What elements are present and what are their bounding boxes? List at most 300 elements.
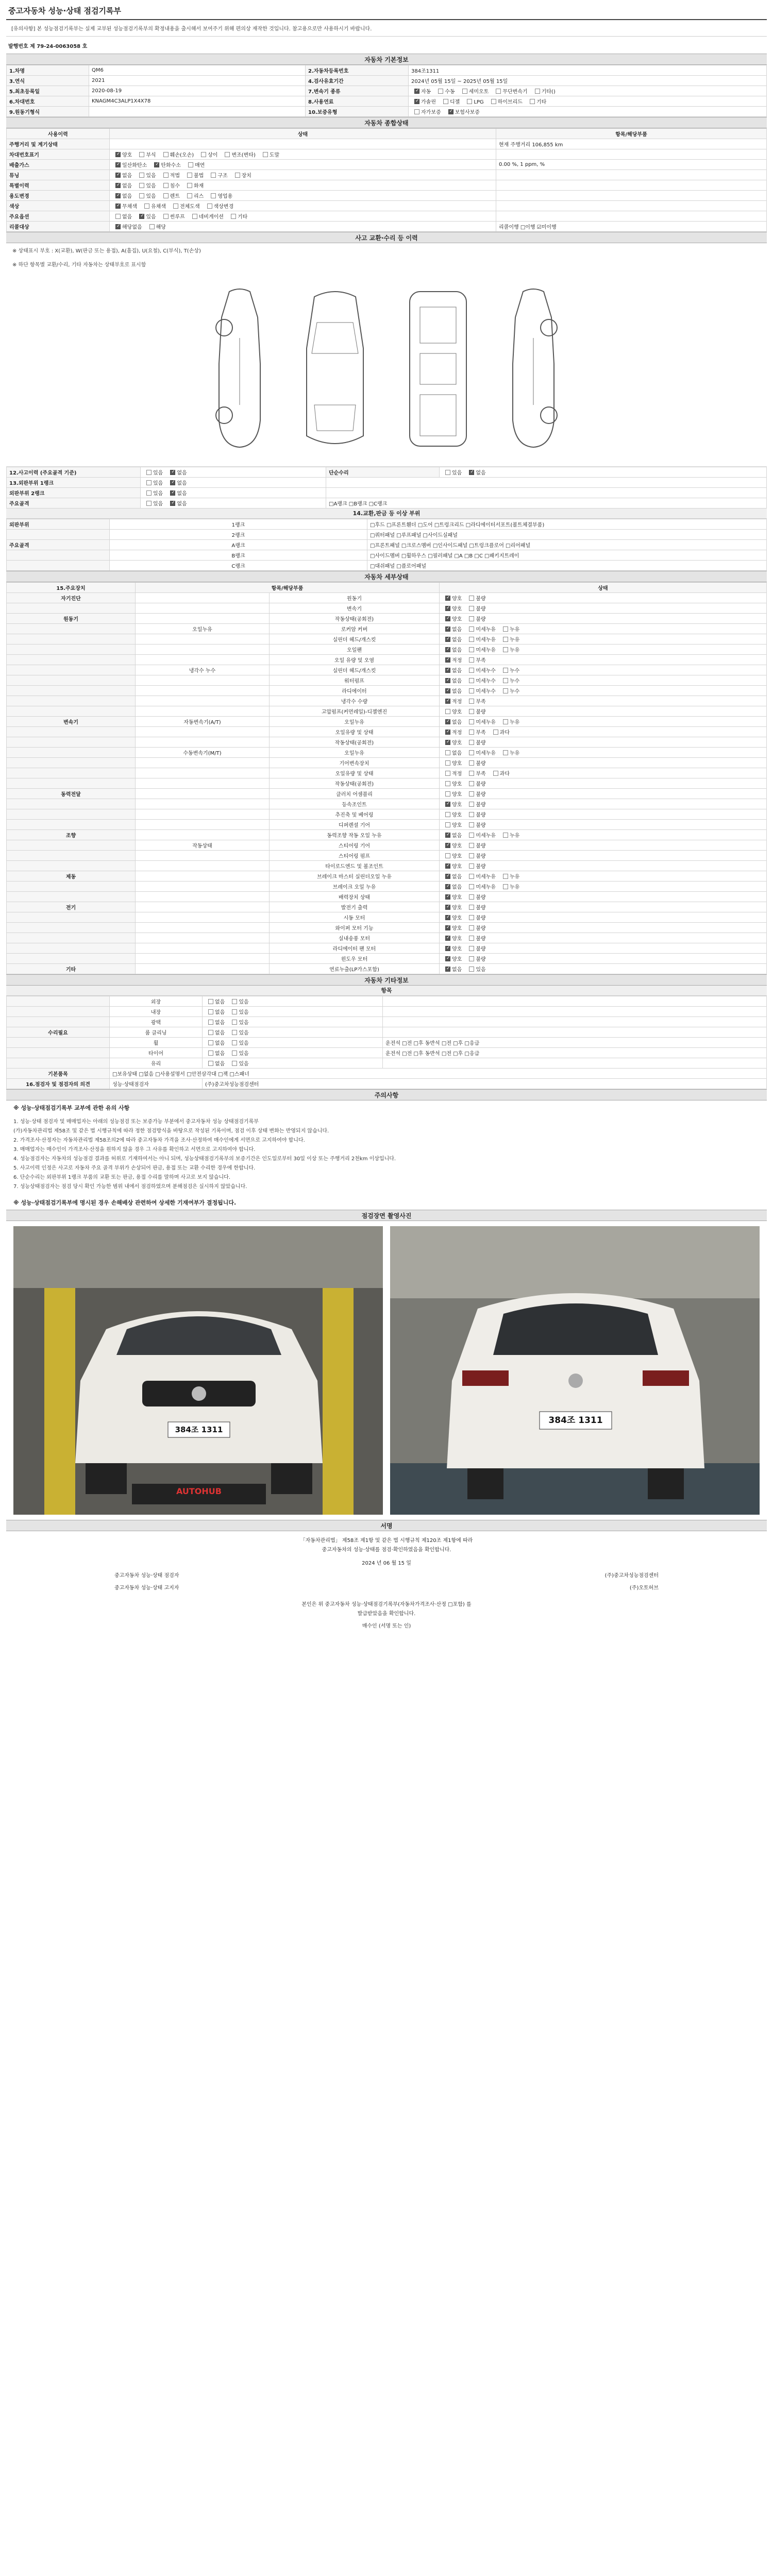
checkbox-icon[interactable] [232,999,237,1004]
checkbox-icon[interactable] [163,214,169,219]
option[interactable] [466,687,496,694]
checkbox-icon[interactable] [469,812,474,817]
checkbox-icon[interactable] [170,501,175,506]
option[interactable] [160,171,180,179]
option[interactable] [229,1049,248,1057]
option[interactable] [490,728,510,736]
checkbox-icon[interactable] [139,183,144,188]
checkbox-icon[interactable] [201,152,206,157]
checkbox-icon[interactable] [115,193,121,198]
checkbox-icon[interactable] [146,470,152,475]
option[interactable] [442,872,462,880]
option[interactable] [466,965,485,973]
option[interactable] [466,676,496,684]
option[interactable] [466,604,485,612]
option[interactable] [466,759,485,767]
option[interactable] [442,687,462,694]
option[interactable] [208,171,227,179]
checkbox-icon[interactable] [115,152,121,157]
option[interactable] [466,666,496,674]
checkbox-icon[interactable] [469,688,474,693]
checkbox-icon[interactable] [445,905,450,910]
option[interactable] [442,821,462,828]
option[interactable] [205,1008,225,1015]
option[interactable] [500,635,519,643]
option[interactable] [205,1028,225,1036]
checkbox-icon[interactable] [493,771,498,776]
checkbox-icon[interactable] [154,162,159,167]
checkbox-icon[interactable] [445,925,450,930]
option[interactable] [442,468,462,476]
option[interactable] [232,171,251,179]
checkbox-icon[interactable] [491,99,496,104]
option[interactable] [466,718,496,725]
option[interactable] [435,87,455,95]
option[interactable] [488,97,523,105]
option[interactable] [442,646,462,653]
checkbox-icon[interactable] [469,915,474,920]
checkbox-icon[interactable] [469,719,474,724]
checkbox-icon[interactable] [115,173,121,178]
option[interactable] [466,913,485,921]
checkbox-icon[interactable] [187,173,192,178]
checkbox-icon[interactable] [469,678,474,683]
option[interactable] [442,759,462,767]
option[interactable] [112,171,132,179]
checkbox-icon[interactable] [503,719,508,724]
checkbox-icon[interactable] [469,936,474,941]
checkbox-icon[interactable] [211,193,216,198]
checkbox-icon[interactable] [535,89,540,94]
checkbox-icon[interactable] [115,183,121,188]
option[interactable] [527,97,546,105]
checkbox-icon[interactable] [503,884,508,889]
option[interactable] [466,924,485,931]
option[interactable] [500,718,519,725]
checkbox-icon[interactable] [445,915,450,920]
checkbox-icon[interactable] [469,616,474,621]
checkbox-icon[interactable] [445,812,450,817]
option[interactable] [143,489,163,497]
checkbox-icon[interactable] [445,802,450,807]
checkbox-icon[interactable] [163,152,169,157]
checkbox-icon[interactable] [139,214,144,219]
checkbox-icon[interactable] [469,637,474,642]
option[interactable] [442,718,462,725]
checkbox-icon[interactable] [469,470,474,475]
option[interactable] [222,150,255,158]
option[interactable] [442,707,462,715]
option[interactable] [442,769,462,777]
checkbox-icon[interactable] [469,802,474,807]
option[interactable] [442,779,462,787]
checkbox-icon[interactable] [414,89,419,94]
option[interactable] [442,831,462,839]
checkbox-icon[interactable] [503,668,508,673]
checkbox-icon[interactable] [414,109,419,114]
checkbox-icon[interactable] [462,89,467,94]
checkbox-icon[interactable] [232,1020,237,1025]
checkbox-icon[interactable] [469,956,474,961]
checkbox-icon[interactable] [445,740,450,745]
option[interactable] [442,604,462,612]
option[interactable] [442,944,462,952]
option[interactable] [229,1059,248,1067]
option[interactable] [170,202,200,210]
checkbox-icon[interactable] [469,894,474,900]
checkbox-icon[interactable] [503,688,508,693]
option[interactable] [442,728,462,736]
option[interactable] [442,862,462,870]
checkbox-icon[interactable] [503,874,508,879]
checkbox-icon[interactable] [469,925,474,930]
option[interactable] [136,192,156,199]
option[interactable] [229,997,248,1005]
option[interactable] [205,1039,225,1046]
option[interactable] [167,489,187,497]
option[interactable] [184,171,204,179]
checkbox-icon[interactable] [445,688,450,693]
checkbox-icon[interactable] [445,843,450,848]
checkbox-icon[interactable] [139,193,144,198]
checkbox-icon[interactable] [445,956,450,961]
checkbox-icon[interactable] [469,709,474,714]
checkbox-icon[interactable] [445,822,450,827]
option[interactable] [260,150,279,158]
option[interactable] [160,181,180,189]
option[interactable] [466,841,485,849]
checkbox-icon[interactable] [469,874,474,879]
checkbox-icon[interactable] [445,967,450,972]
checkbox-icon[interactable] [188,162,193,167]
checkbox-icon[interactable] [231,214,236,219]
option[interactable] [442,594,462,602]
option[interactable] [440,97,460,105]
option[interactable] [151,161,181,168]
option[interactable] [112,181,132,189]
option[interactable] [411,87,431,95]
checkbox-icon[interactable] [445,678,450,683]
option[interactable] [466,944,485,952]
checkbox-icon[interactable] [163,183,169,188]
option[interactable] [411,97,436,105]
checkbox-icon[interactable] [263,152,268,157]
checkbox-icon[interactable] [208,1020,213,1025]
checkbox-icon[interactable] [469,771,474,776]
option[interactable] [466,893,485,901]
option[interactable] [500,625,519,633]
option[interactable] [167,479,187,486]
checkbox-icon[interactable] [503,678,508,683]
checkbox-icon[interactable] [115,224,121,229]
checkbox-icon[interactable] [469,781,474,786]
option[interactable] [466,903,485,911]
checkbox-icon[interactable] [469,626,474,632]
checkbox-icon[interactable] [503,637,508,642]
option[interactable] [466,728,485,736]
option[interactable] [141,202,166,210]
option[interactable] [466,738,485,746]
option[interactable] [442,738,462,746]
checkbox-icon[interactable] [443,99,448,104]
checkbox-icon[interactable] [469,647,474,652]
option[interactable] [112,202,137,210]
option[interactable] [466,615,485,622]
option[interactable] [442,666,462,674]
checkbox-icon[interactable] [445,750,450,755]
option[interactable] [466,821,485,828]
option[interactable] [500,749,519,756]
checkbox-icon[interactable] [469,596,474,601]
checkbox-icon[interactable] [445,596,450,601]
checkbox-icon[interactable] [469,668,474,673]
option[interactable] [146,223,166,230]
checkbox-icon[interactable] [445,730,450,735]
option[interactable] [464,99,483,105]
checkbox-icon[interactable] [445,637,450,642]
option[interactable] [442,841,462,849]
checkbox-icon[interactable] [493,730,498,735]
checkbox-icon[interactable] [503,750,508,755]
option[interactable] [205,1059,225,1067]
option[interactable] [466,769,485,777]
checkbox-icon[interactable] [469,967,474,972]
checkbox-icon[interactable] [469,657,474,663]
checkbox-icon[interactable] [163,193,169,198]
option[interactable] [466,594,485,602]
option[interactable] [198,150,217,158]
checkbox-icon[interactable] [208,1009,213,1014]
checkbox-icon[interactable] [503,647,508,652]
checkbox-icon[interactable] [170,480,175,485]
checkbox-icon[interactable] [530,99,535,104]
option[interactable] [466,635,496,643]
option[interactable] [466,810,485,818]
checkbox-icon[interactable] [208,999,213,1004]
checkbox-icon[interactable] [232,1050,237,1056]
checkbox-icon[interactable] [469,843,474,848]
checkbox-icon[interactable] [149,224,155,229]
option[interactable] [160,150,194,158]
option[interactable] [143,499,163,507]
checkbox-icon[interactable] [445,699,450,704]
option[interactable] [466,883,496,890]
option[interactable] [208,192,232,199]
checkbox-icon[interactable] [496,89,501,94]
option[interactable] [466,934,485,942]
checkbox-icon[interactable] [235,173,240,178]
option[interactable] [500,831,519,839]
checkbox-icon[interactable] [445,791,450,796]
option[interactable] [442,903,462,911]
checkbox-icon[interactable] [139,152,144,157]
checkbox-icon[interactable] [445,606,450,611]
checkbox-icon[interactable] [469,791,474,796]
checkbox-icon[interactable] [467,99,472,104]
checkbox-icon[interactable] [173,204,178,209]
checkbox-icon[interactable] [445,853,450,858]
option[interactable] [112,212,132,220]
checkbox-icon[interactable] [225,152,230,157]
option[interactable] [204,202,234,210]
checkbox-icon[interactable] [445,657,450,663]
checkbox-icon[interactable] [448,109,453,114]
option[interactable] [466,468,485,476]
option[interactable] [466,749,496,756]
checkbox-icon[interactable] [208,1050,213,1056]
option[interactable] [442,656,462,664]
checkbox-icon[interactable] [115,214,121,219]
checkbox-icon[interactable] [445,616,450,621]
checkbox-icon[interactable] [170,490,175,496]
option[interactable] [500,883,519,890]
checkbox-icon[interactable] [445,874,450,879]
checkbox-icon[interactable] [445,760,450,766]
option[interactable] [442,883,462,890]
checkbox-icon[interactable] [503,833,508,838]
checkbox-icon[interactable] [469,822,474,827]
checkbox-icon[interactable] [187,183,192,188]
option[interactable] [228,212,247,220]
option[interactable] [136,212,156,220]
checkbox-icon[interactable] [469,606,474,611]
checkbox-icon[interactable] [445,936,450,941]
checkbox-icon[interactable] [146,480,152,485]
option[interactable] [136,181,156,189]
option[interactable] [466,625,496,633]
option[interactable] [466,707,485,715]
checkbox-icon[interactable] [445,946,450,951]
option[interactable] [112,223,142,230]
option[interactable] [500,646,519,653]
option[interactable] [442,852,462,859]
checkbox-icon[interactable] [469,863,474,869]
checkbox-icon[interactable] [438,89,443,94]
checkbox-icon[interactable] [445,719,450,724]
checkbox-icon[interactable] [445,863,450,869]
option[interactable] [466,779,485,787]
option[interactable] [442,955,462,962]
checkbox-icon[interactable] [208,1030,213,1035]
option[interactable] [466,790,485,798]
checkbox-icon[interactable] [208,1040,213,1045]
option[interactable] [500,676,519,684]
option[interactable] [490,769,510,777]
option[interactable] [112,192,132,199]
checkbox-icon[interactable] [115,204,121,209]
option[interactable] [442,749,462,756]
option[interactable] [143,468,163,476]
checkbox-icon[interactable] [445,647,450,652]
checkbox-icon[interactable] [445,894,450,900]
checkbox-icon[interactable] [139,173,144,178]
checkbox-icon[interactable] [207,204,212,209]
option[interactable] [136,150,156,158]
checkbox-icon[interactable] [469,760,474,766]
option[interactable] [493,87,527,95]
checkbox-icon[interactable] [445,833,450,838]
checkbox-icon[interactable] [469,905,474,910]
checkbox-icon[interactable] [192,214,197,219]
option[interactable] [411,108,441,115]
checkbox-icon[interactable] [144,204,149,209]
option[interactable] [205,1018,225,1026]
option[interactable] [500,666,519,674]
checkbox-icon[interactable] [445,668,450,673]
option[interactable] [229,1018,248,1026]
option[interactable] [500,872,519,880]
checkbox-icon[interactable] [445,626,450,632]
checkbox-icon[interactable] [232,1040,237,1045]
option[interactable] [466,800,485,808]
option[interactable] [466,697,485,705]
checkbox-icon[interactable] [232,1009,237,1014]
option[interactable] [442,893,462,901]
option[interactable] [136,171,156,179]
option[interactable] [466,831,496,839]
checkbox-icon[interactable] [170,470,175,475]
option[interactable] [442,934,462,942]
checkbox-icon[interactable] [187,193,192,198]
option[interactable] [466,862,485,870]
option[interactable] [112,161,147,168]
option[interactable] [143,479,163,486]
checkbox-icon[interactable] [469,946,474,951]
checkbox-icon[interactable] [211,173,216,178]
checkbox-icon[interactable] [469,833,474,838]
option[interactable] [229,1008,248,1015]
checkbox-icon[interactable] [445,709,450,714]
checkbox-icon[interactable] [445,771,450,776]
option[interactable] [184,181,204,189]
option[interactable] [442,615,462,622]
checkbox-icon[interactable] [469,699,474,704]
checkbox-icon[interactable] [146,490,152,496]
checkbox-icon[interactable] [414,99,419,104]
option[interactable] [189,212,224,220]
option[interactable] [167,499,187,507]
option[interactable] [466,656,485,664]
option[interactable] [442,790,462,798]
option[interactable] [442,676,462,684]
option[interactable] [445,108,480,115]
checkbox-icon[interactable] [469,853,474,858]
checkbox-icon[interactable] [469,730,474,735]
option[interactable] [466,852,485,859]
checkbox-icon[interactable] [232,1030,237,1035]
option[interactable] [442,965,462,973]
checkbox-icon[interactable] [163,173,169,178]
checkbox-icon[interactable] [503,626,508,632]
option[interactable] [442,625,462,633]
option[interactable] [112,150,132,158]
option[interactable] [184,192,204,199]
option[interactable] [160,192,180,199]
option[interactable] [442,697,462,705]
checkbox-icon[interactable] [469,884,474,889]
option[interactable] [459,87,489,95]
option[interactable] [205,1049,225,1057]
checkbox-icon[interactable] [469,740,474,745]
option[interactable] [442,913,462,921]
option[interactable] [205,997,225,1005]
checkbox-icon[interactable] [445,781,450,786]
option[interactable] [442,924,462,931]
option[interactable] [229,1028,248,1036]
checkbox-icon[interactable] [115,162,121,167]
option[interactable] [466,646,496,653]
option[interactable] [167,468,187,476]
